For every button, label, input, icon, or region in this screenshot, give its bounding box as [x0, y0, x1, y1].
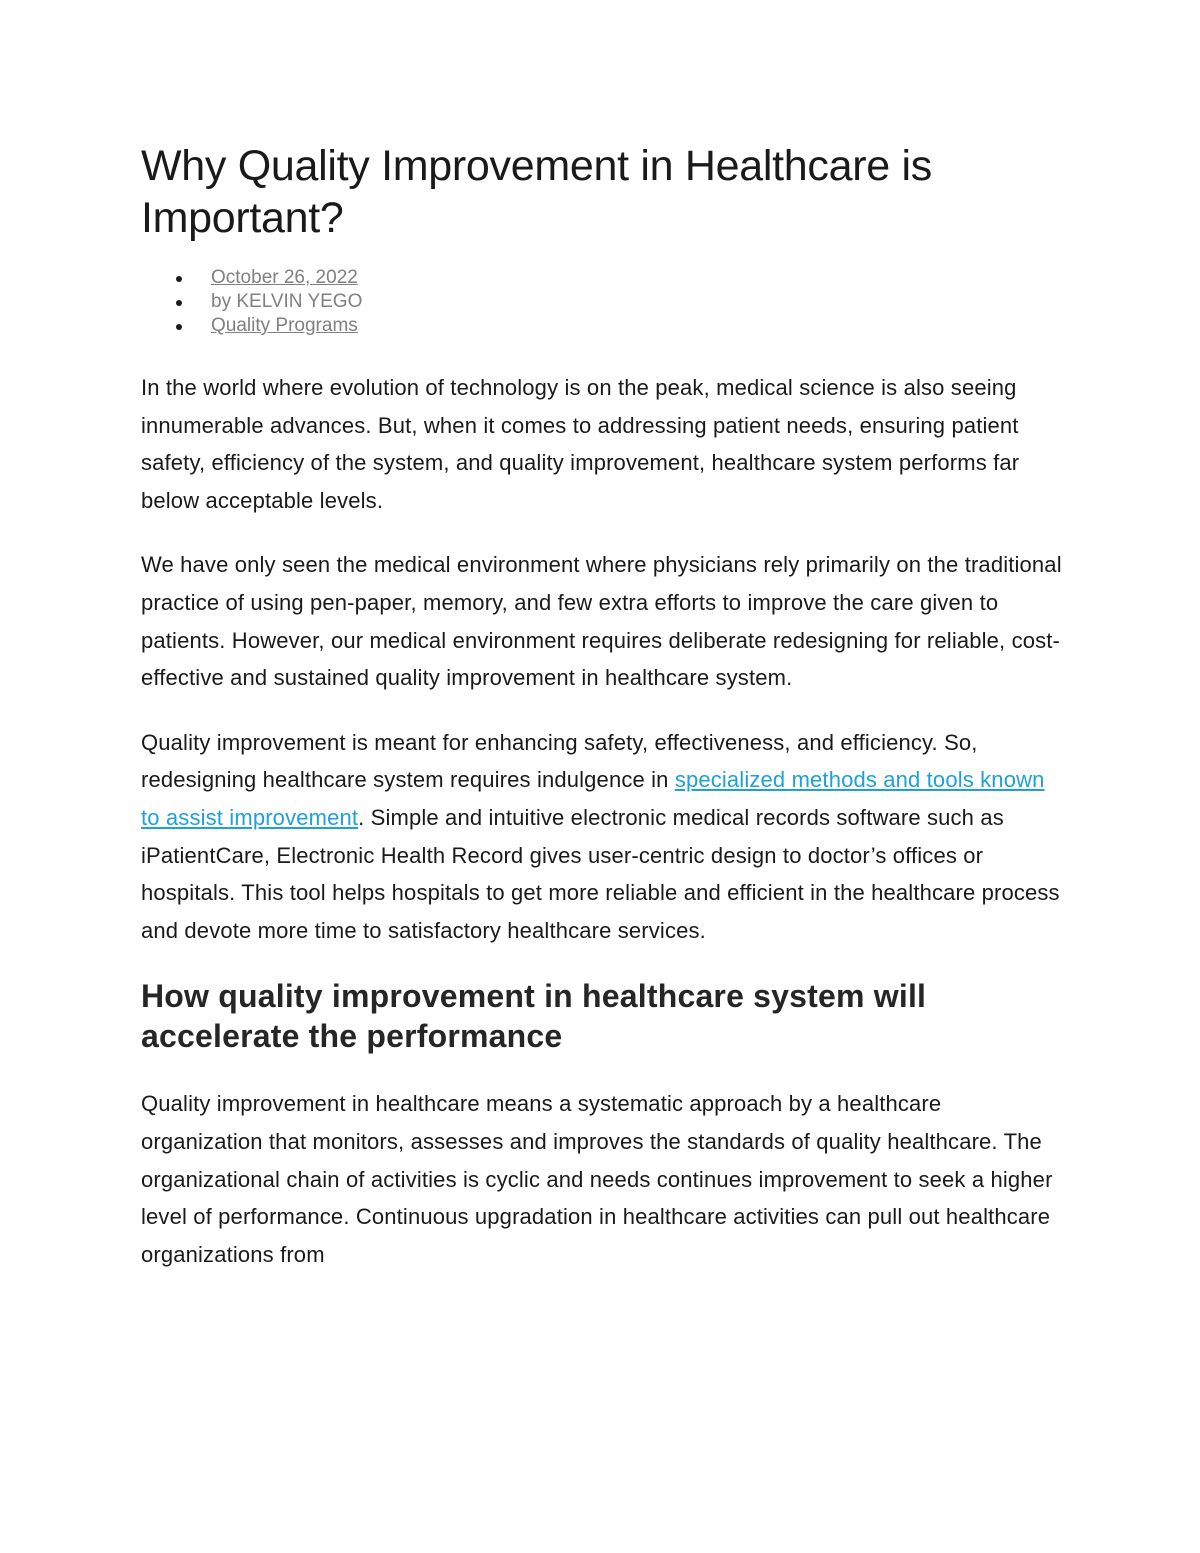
paragraph-text-after-link: . Simple and intuitive electronic medical records software such as iPatientCare, Electronic Health Record gives user-centric design to doctor’s offices or hospitals. This tool helps hospitals to get more reliable and efficient in the healthcare process and devote more time to satisfactory healthcare services.: [141, 804, 1060, 943]
section-heading: How quality improvement in healthcare system will accelerate the performance: [141, 978, 927, 1055]
paragraph-quality-improvement: [141, 724, 1066, 950]
post-category-link[interactable]: Quality Programs: [211, 315, 358, 336]
paragraph-systematic-approach: Quality improvement in healthcare means a systematic approach by a healthcare organization that monitors, assesses and improves the standards of quality healthcare. The organizational chain of activities is cyclic and needs continues improvement to seek a higher level of performance. Continuous upgradation in healthcare activities can pull out healthcare organizations from: [141, 1091, 1053, 1267]
post-date-link[interactable]: October 26, 2022: [211, 267, 358, 288]
document-page: [141, 140, 1066, 1300]
specialized-methods-link[interactable]: specialized methods and tools known to assist improvement: [141, 767, 1045, 830]
post-date-item: [141, 266, 1066, 290]
page-title: Why Quality Improvement in Healthcare is Important?: [141, 142, 932, 242]
post-meta-list: [141, 266, 1066, 338]
paragraph-environment: We have only seen the medical environment where physicians rely primarily on the traditional practice of using pen-paper, memory, and few extra efforts to improve the care given to patients. However, our medical environment requires deliberate redesigning for reliable, cost-effective and sustained quality improvement in healthcare system.: [141, 552, 1062, 691]
paragraph-intro: In the world where evolution of technology is on the peak, medical science is also seeing innumerable advances. But, when it comes to addressing patient needs, ensuring patient safety, efficiency of the system, and quality improvement, healthcare system performs far below acceptable levels.: [141, 375, 1020, 513]
paragraph-text-before-link: Quality improvement is meant for enhancing safety, effectiveness, and efficiency. So, redesigning healthcare system requires indulgence in: [141, 729, 978, 793]
post-author-item: by KELVIN YEGO: [141, 290, 1066, 314]
post-category-item: [141, 314, 1066, 338]
